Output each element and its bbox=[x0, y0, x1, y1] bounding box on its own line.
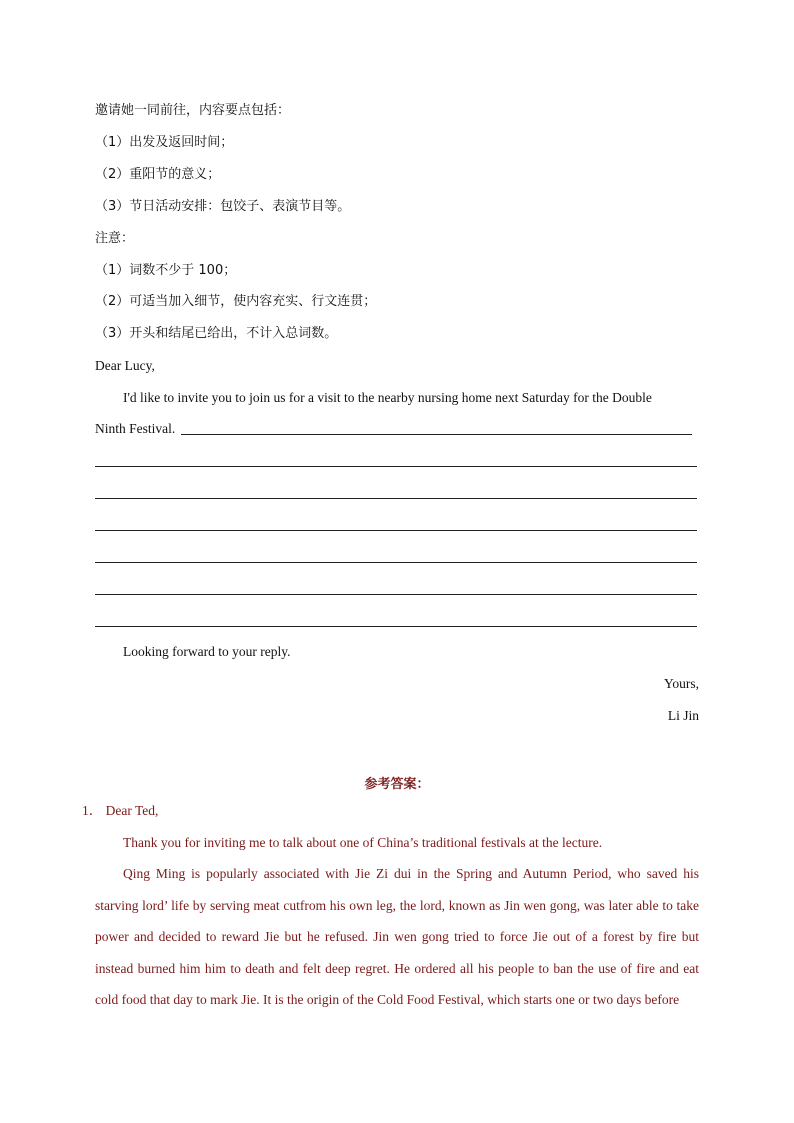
writing-line bbox=[95, 562, 697, 563]
note-2: （2）可适当加入细节，使内容充实、行文连贯； bbox=[95, 294, 377, 309]
task-point-3: （3）节日活动安排：包饺子、表演节目等。 bbox=[95, 199, 351, 214]
writing-line-inline bbox=[181, 434, 692, 435]
writing-line bbox=[95, 626, 697, 627]
letter-greeting: Dear Lucy, bbox=[95, 358, 155, 373]
letter-closing: Looking forward to your reply. bbox=[123, 644, 291, 659]
task-point-2: （2）重阳节的意义； bbox=[95, 167, 221, 182]
writing-line bbox=[95, 466, 697, 467]
writing-line bbox=[95, 498, 697, 499]
task-point-1: （1）出发及返回时间； bbox=[95, 135, 234, 150]
answer-heading bbox=[82, 802, 158, 820]
letter-signoff: Yours, bbox=[663, 676, 699, 691]
answer-greeting: Dear Ted, bbox=[105, 803, 159, 818]
letter-opening-line-1: I'd like to invite you to join us for a visit to the nearby nursing home next Saturday for the Double bbox=[123, 390, 652, 405]
answer-number: 1． bbox=[82, 803, 103, 818]
note-1: （1）词数不少于 100； bbox=[95, 263, 237, 278]
note-3: （3）开头和结尾已给出，不计入总词数。 bbox=[95, 326, 338, 341]
answer-paragraph-1: Thank you for inviting me to talk about one of China’s traditional festivals at the lecture. bbox=[123, 835, 603, 850]
writing-line bbox=[95, 594, 697, 595]
writing-line bbox=[95, 530, 697, 531]
letter-opening-line-2: Ninth Festival. bbox=[95, 421, 176, 436]
letter-signature: Li Jin bbox=[667, 708, 699, 723]
answer-title: 参考答案： bbox=[364, 777, 430, 792]
task-intro: 邀请她一同前往，内容要点包括： bbox=[95, 103, 291, 118]
notes-title: 注意： bbox=[95, 231, 135, 246]
answer-paragraph-2: Qing Ming is popularly associated with Jie Zi dui in the Spring and Autumn Period, who saved his starving lord’ life by serving meat cutfrom his own leg, the lord, known as Jin wen gong, was later able to take power and decided to reward Jie but he refused. Jin wen gong tried to force Jie out of a forest by fire but instead burned him him to death and felt deep regret. He ordered all his people to ban the use of fire and eat cold food that day to mark Jie. It is the origin of the Cold Food Festival, which starts one or two days before bbox=[95, 866, 699, 1008]
